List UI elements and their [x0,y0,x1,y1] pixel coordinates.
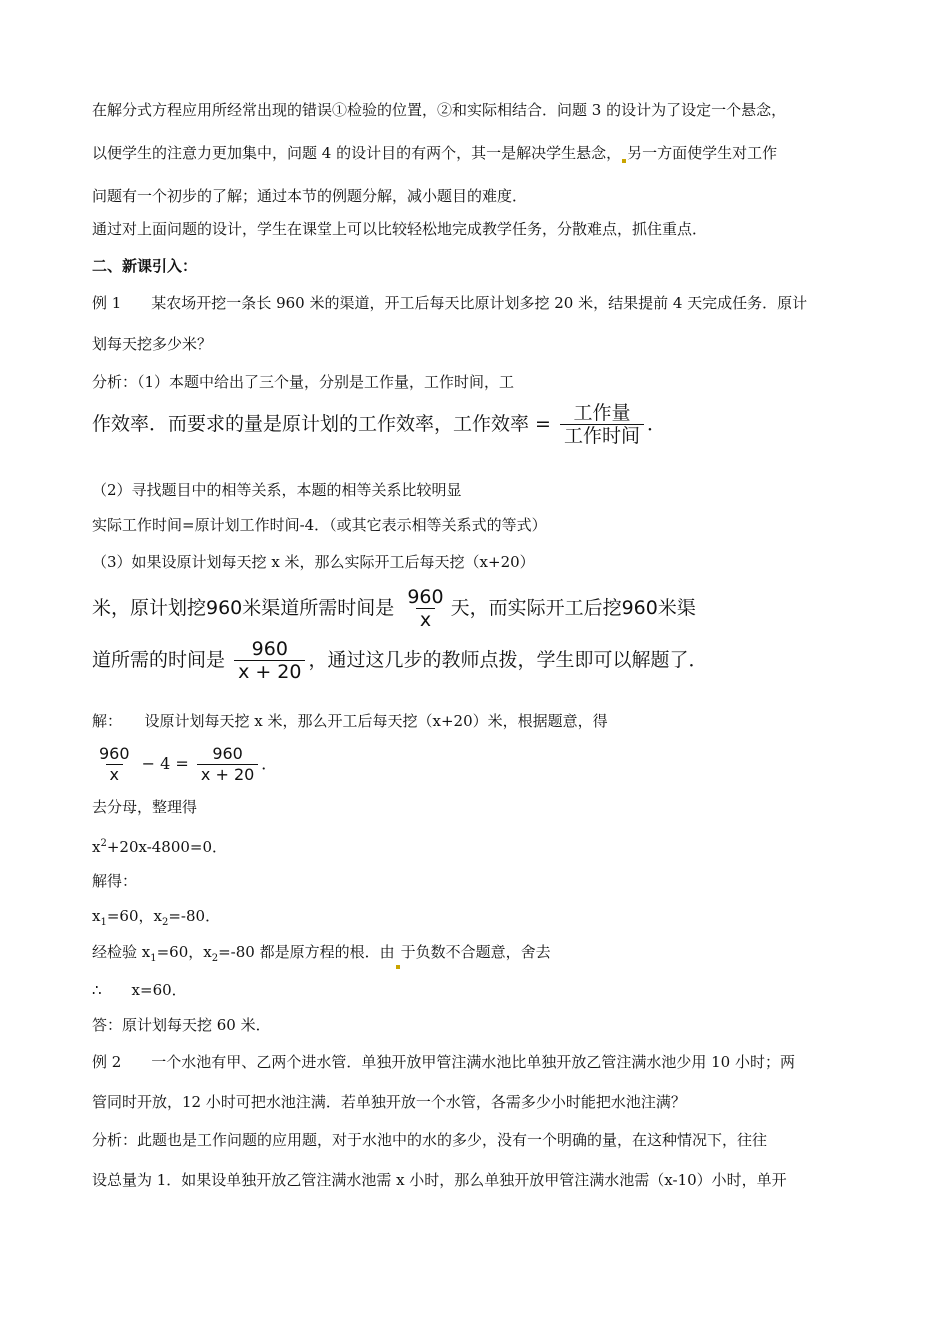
fraction-960-x-plus-20: $\frac{960}{x + 20}$ [234,638,305,683]
check-roots: 经检验 $x_1=60$，$x_2=-80$ 都是原方程的根．由 于负数不合题意，舍去 [92,942,551,969]
stray-mark [396,965,400,969]
quadratic-equation: $x^2+20x-4800=0$． [92,838,228,856]
analysis-big-line-1: 米，原计划挖960米渠道所需时间是 $\frac{960}{x}$ 天，而实际开工后挖960米渠 [92,586,696,631]
analysis-2b: 实际工作时间=原计划工作时间-4．（或其它表示相等关系式的等式） [92,516,547,534]
analysis-3: （3）如果设原计划每天挖 x 米，那么实际开工后每天挖（x+20） [92,553,535,571]
answer-line: 答：原计划每天挖 60 米． [92,1016,271,1034]
example1-line-1: 例 1 某农场开挖一条长 960 米的渠道，开工后每天比原计划多挖 20 米，结果提前 4 天完成任务．原计 [92,294,808,312]
section-heading: 二、新课引入： [92,257,198,275]
efficiency-formula-line: 作效率．而要求的量是原计划的工作效率，工作效率 = $\frac{\text{工作量}}{\text{工作时间}}$ ． [92,402,667,447]
intro-line-2: 以便学生的注意力更加集中，问题 4 的设计目的有两个，其一是解决学生悬念， 另一方面使学生对工作 [92,144,778,162]
eq-fraction-2: $\frac{960}{x + 20}$ [197,744,258,785]
stray-mark [622,159,626,163]
eq-fraction-1: $\frac{960}{x}$ [99,744,130,784]
analysis-big-line-2: 道所需的时间是 $\frac{960}{x + 20}$ ，通过这几步的教师点拨，学生即可以解题了． [92,638,708,683]
intro-line-3: 问题有一个初步的了解；通过本节的例题分解，减小题目的难度． [92,187,528,205]
analysis-2: （2）寻找题目中的相等关系，本题的相等关系比较明显 [92,481,462,499]
step-solve: 解得： [92,872,138,890]
intro-line-4: 通过对上面问题的设计，学生在课堂上可以比较轻松地完成教学任务，分散难点，抓住重点． [92,220,708,238]
analysis-1: 分析：（1）本题中给出了三个量，分别是工作量，工作时间，工 [92,373,515,391]
example2-analysis-1: 分析：此题也是工作问题的应用题，对于水池中的水的多少，没有一个明确的量，在这种情况下，往往 [92,1131,768,1149]
example2-line-1: 例 2 一个水池有甲、乙两个进水管．单独开放甲管注满水池比单独开放乙管注满水池少用 10 小时；两 [92,1053,795,1071]
efficiency-fraction: $\frac{\text{工作量}}{\text{工作时间}}$ [560,402,644,447]
example2-analysis-2: 设总量为 1．如果设单独开放乙管注满水池需 x 小时，那么单独开放甲管注满水池需（x-10）小时，单开 [92,1171,787,1189]
equation: $\frac{960}{x}$ − 4 = $\frac{960}{x + 20}$ ． [92,744,277,785]
therefore-line: ∴ x=60． [92,981,187,999]
intro-line-1: 在解分式方程应用所经常出现的错误①检验的位置，②和实际相结合．问题 3 的设计为了设定一个悬念， [92,101,787,119]
roots: $x_1=60$，$x_2=-80$． [92,907,221,928]
example2-line-2: 管同时开放，12 小时可把水池注满．若单独开放一个水管，各需多少小时能把水池注满？ [92,1093,686,1111]
solution-line: 解： 设原计划每天挖 x 米，那么开工后每天挖（x+20）米，根据题意，得 [92,712,608,730]
step-clear-denominators: 去分母，整理得 [92,798,198,816]
fraction-960-x: $\frac{960}{x}$ [407,586,444,631]
example1-line-2: 划每天挖多少米？ [92,335,213,353]
